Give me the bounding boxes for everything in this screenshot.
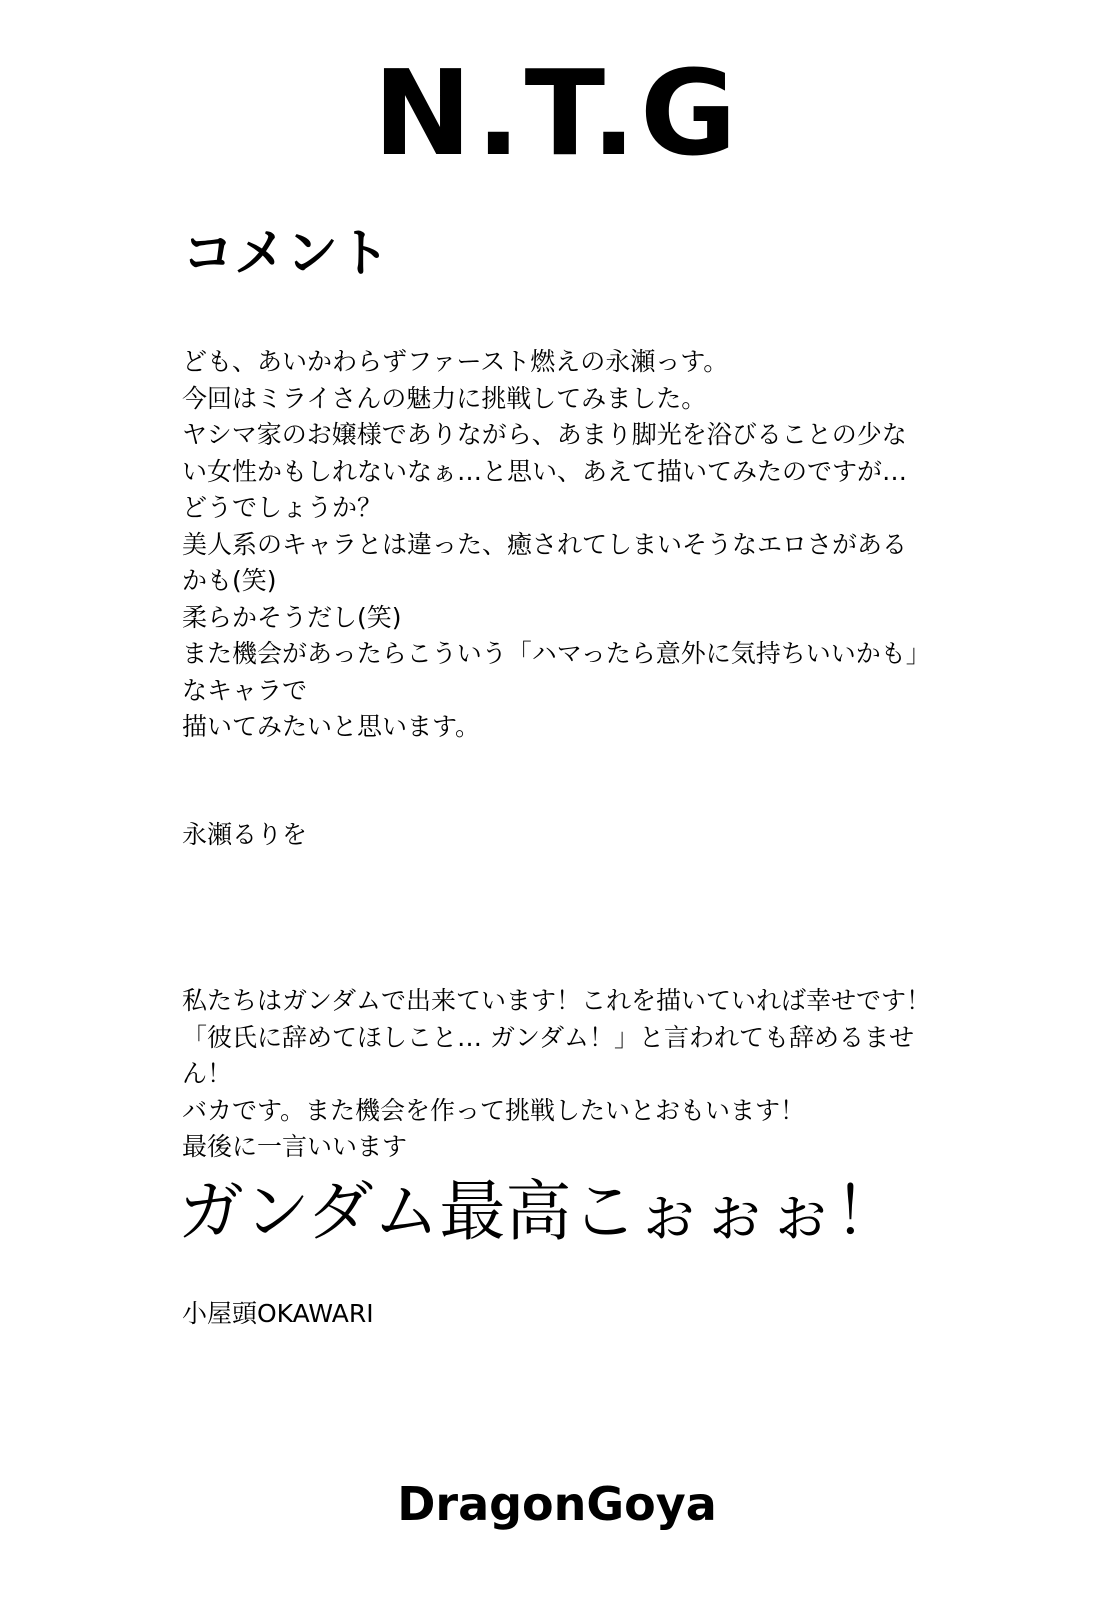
comment-2-line: 最後に一言いいます bbox=[182, 1132, 408, 1161]
comment-2-line: バカです。また機会を作って挑戦したいとおもいます！ bbox=[182, 1095, 806, 1125]
circle-name: DragonGoya bbox=[397, 1477, 717, 1531]
comment-2-line: ん！ bbox=[182, 1059, 233, 1088]
comment-2-line: 「彼氏に辞めてほしこと… ガンダム！」と言われても辞めるませ bbox=[182, 1022, 914, 1052]
comment-2-line: 私たちはガンダムで出来ています！これを描いていれば幸せです！ bbox=[182, 986, 932, 1015]
comment-1-author: 永瀬るりを bbox=[182, 820, 308, 849]
comment-block-1 bbox=[182, 344, 982, 746]
comment-1-line: なキャラで bbox=[182, 675, 308, 705]
comment-2-shout: ガンダム最高こぉぉぉ！ bbox=[178, 1173, 901, 1250]
comment-1-line: 美人系のキャラとは違った、癒されてしまいそうなエロさがある bbox=[182, 529, 908, 559]
comment-1-line: また機会があったらこういう「ハマったら意外に気持ちいいかも」 bbox=[182, 639, 931, 668]
comment-1-line: ども、あいかわらずファースト燃えの永瀬っす。 bbox=[182, 347, 729, 376]
comment-heading: コメント bbox=[182, 224, 391, 284]
comment-2-author: 小屋頭OKAWARI bbox=[182, 1299, 374, 1328]
comment-1-line: ヤシマ家のお嬢様でありながら、あまり脚光を浴びることの少な bbox=[182, 420, 907, 449]
comment-block-2 bbox=[182, 983, 982, 1166]
comment-1-line: い女性かもしれないなぁ…と思い、あえて描いてみたのですが… bbox=[182, 456, 908, 486]
page-title: N.T.G bbox=[373, 44, 741, 182]
comment-1-line: 柔らかそうだし(笑) bbox=[182, 602, 402, 632]
comment-1-line: かも(笑) bbox=[182, 566, 277, 595]
comment-1-line: 描いてみたいと思います。 bbox=[182, 712, 481, 741]
comment-1-line: どうでしょうか？ bbox=[182, 493, 383, 522]
comment-1-line: 今回はミライさんの魅力に挑戦してみました。 bbox=[182, 383, 707, 413]
